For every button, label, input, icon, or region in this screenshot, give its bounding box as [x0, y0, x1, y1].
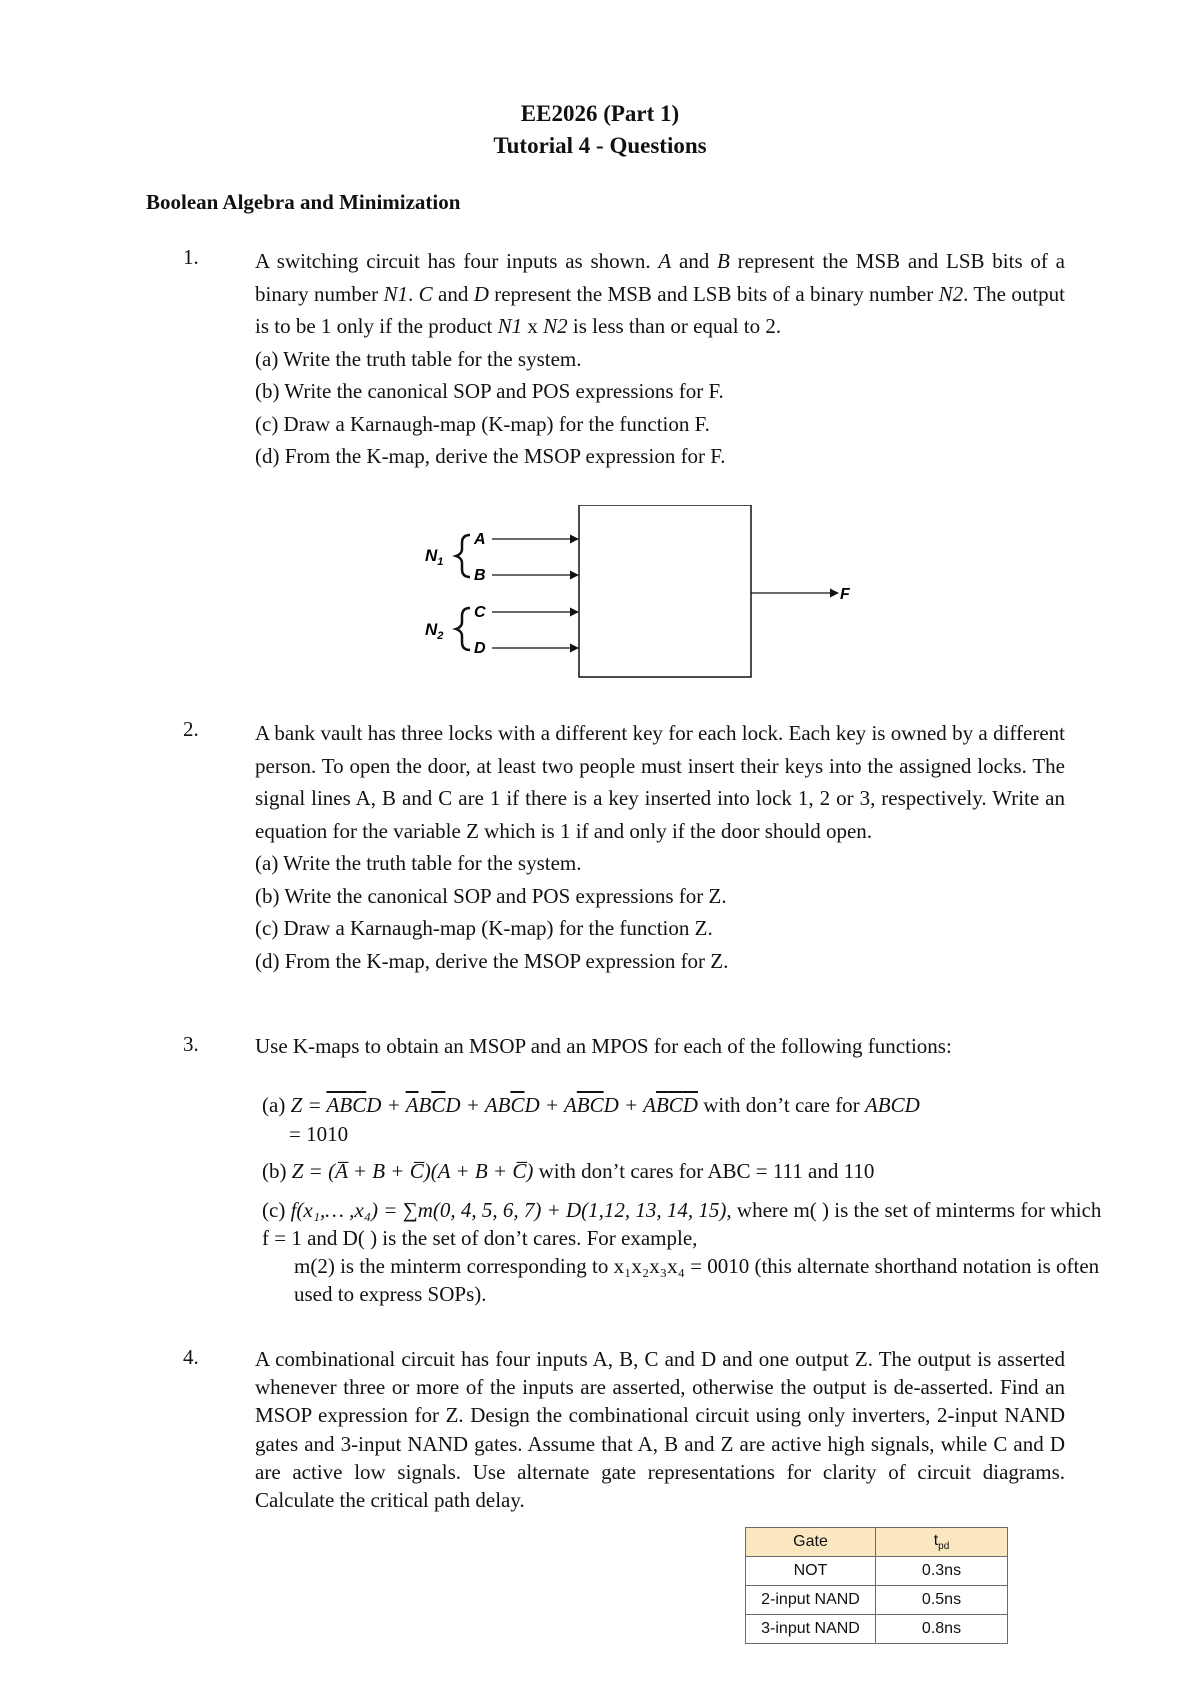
table-row	[746, 1615, 1008, 1644]
q1-part-b: (b) Write the canonical SOP and POS expressions for F.	[255, 379, 724, 403]
table-cell-tpd: 0.8ns	[876, 1615, 1008, 1644]
q2-intro: A bank vault has three locks with a different key for each lock. Each key is owned by a different person. To open the door, at least two people must insert their keys into the assigned locks. The signal lines A, B and C are 1 if there is a key inserted into lock 1, 2 or 3, respectively. Write an equation for the variable Z which is 1 if and only if the door should open.	[255, 721, 1065, 843]
circuit-box	[579, 505, 751, 677]
q2-number: 2.	[183, 717, 199, 741]
table-cell-gate: NOT	[746, 1557, 876, 1586]
q3-part-a: (a) $Z = \overline{AB}\overline{C}D + \overline{A}B\overline{C}D + AB\overline{C}D + A\overline{B}\overline{C}D + A\overline{B}\overline{C}\overline{D}$ with don’t care for ABCD = 1010	[262, 1093, 920, 1146]
input-a-label: A	[474, 531, 486, 548]
n1-brace	[456, 535, 470, 577]
n2-brace	[456, 608, 470, 650]
q3-number: 3.	[183, 1032, 199, 1056]
table-cell-tpd: 0.3ns	[876, 1557, 1008, 1586]
q3b-expression: Z = (A̅ + B + C̅)(A + B + C̅)	[291, 1159, 534, 1183]
course-title: EE2026 (Part 1)	[520, 101, 680, 126]
table-row	[746, 1557, 1008, 1586]
q3-body	[255, 1032, 1065, 1061]
q4-body	[255, 1345, 1065, 1514]
q1-number: 1.	[183, 245, 199, 269]
q2-part-c: (c) Draw a Karnaugh-map (K-map) for the function Z.	[255, 916, 713, 940]
q3-part-b: (b) Z = (A̅ + B + C̅)(A + B + C̅) with don’t cares for ABC = 111 and 110	[262, 1159, 875, 1183]
q4-number: 4.	[183, 1345, 199, 1369]
q3-part-c: (c) f(x₁,… ,x₄) = ∑m(0, 4, 5, 6, 7) + D(1,12, 13, 14, 15), where m( ) is the set of minterms for which f = 1 and D( ) is the set of don’t cares. For example, m(2) is the minterm corresponding to x₁x₂x₃x₄ = 0010 (this alternate shorthand notation is often used to express SOPs).	[262, 1198, 1102, 1306]
circuit-block-diagram	[420, 505, 870, 690]
table-header-tpd: $t_{pd}$	[876, 1528, 1008, 1557]
q1-body	[255, 245, 1065, 473]
q1-part-d: (d) From the K-map, derive the MSOP expression for F.	[255, 444, 726, 468]
input-b-label: B	[474, 567, 486, 584]
q3a-expression: $Z = \overline{AB}\overline{C}D + \overline{A}B\overline{C}D + AB\overline{C}D + A\overline{B}\overline{C}D + A\overline{B}\overline{C}\overline{D}$	[290, 1093, 698, 1117]
q3c-expression: f(x₁,… ,x₄) = ∑m(0, 4, 5, 6, 7) + D(1,12, 13, 14, 15)	[290, 1198, 727, 1222]
table-cell-gate: 2-input NAND	[746, 1586, 876, 1615]
table-cell-tpd: 0.5ns	[876, 1586, 1008, 1615]
q4-text: A combinational circuit has four inputs A, B, C and D and one output Z. The output is asserted whenever three or more of the inputs are asserted, otherwise the output is de-asserted. Find an MSOP expression for Z. Design the combinational circuit using only inverters, 2-input NAND gates and 3-input NAND gates. Assume that A, B and Z are active high signals, while C and D are active low signals. Use alternate gate representations for clarity of circuit diagrams. Calculate the critical path delay.	[255, 1347, 1065, 1513]
gate-delay-table	[745, 1527, 1008, 1644]
tutorial-title: Tutorial 4 - Questions	[493, 133, 707, 158]
input-d-label: D	[474, 640, 486, 657]
table-row	[746, 1586, 1008, 1615]
q1-part-a: (a) Write the truth table for the system.	[255, 346, 582, 371]
q3-intro: Use K-maps to obtain an MSOP and an MPOS for each of the following functions:	[255, 1034, 952, 1058]
n2-label: $N_2$	[425, 620, 444, 642]
n1-label: $N_1$	[425, 546, 444, 568]
table-header-row	[746, 1528, 1008, 1557]
section-heading: Boolean Algebra and Minimization	[146, 190, 461, 214]
q2-part-b: (b) Write the canonical SOP and POS expressions for Z.	[255, 883, 727, 908]
q2-part-a: (a) Write the truth table for the system.	[255, 851, 582, 875]
q2-body	[255, 717, 1065, 977]
q1-part-c: (c) Draw a Karnaugh-map (K-map) for the function F.	[255, 411, 710, 436]
table-header-gate: Gate	[746, 1528, 876, 1557]
table-cell-gate: 3-input NAND	[746, 1615, 876, 1644]
q1-intro: A switching circuit has four inputs as shown. A and B represent the MSB and LSB bits of a binary number N1. C and D represent the MSB and LSB bits of a binary number N2. The output is to be 1 only if the product N1 x N2 is less than or equal to 2.	[255, 249, 1065, 338]
input-c-label: C	[474, 604, 486, 621]
output-f-label: F	[840, 586, 850, 603]
q2-part-d: (d) From the K-map, derive the MSOP expression for Z.	[255, 948, 729, 973]
